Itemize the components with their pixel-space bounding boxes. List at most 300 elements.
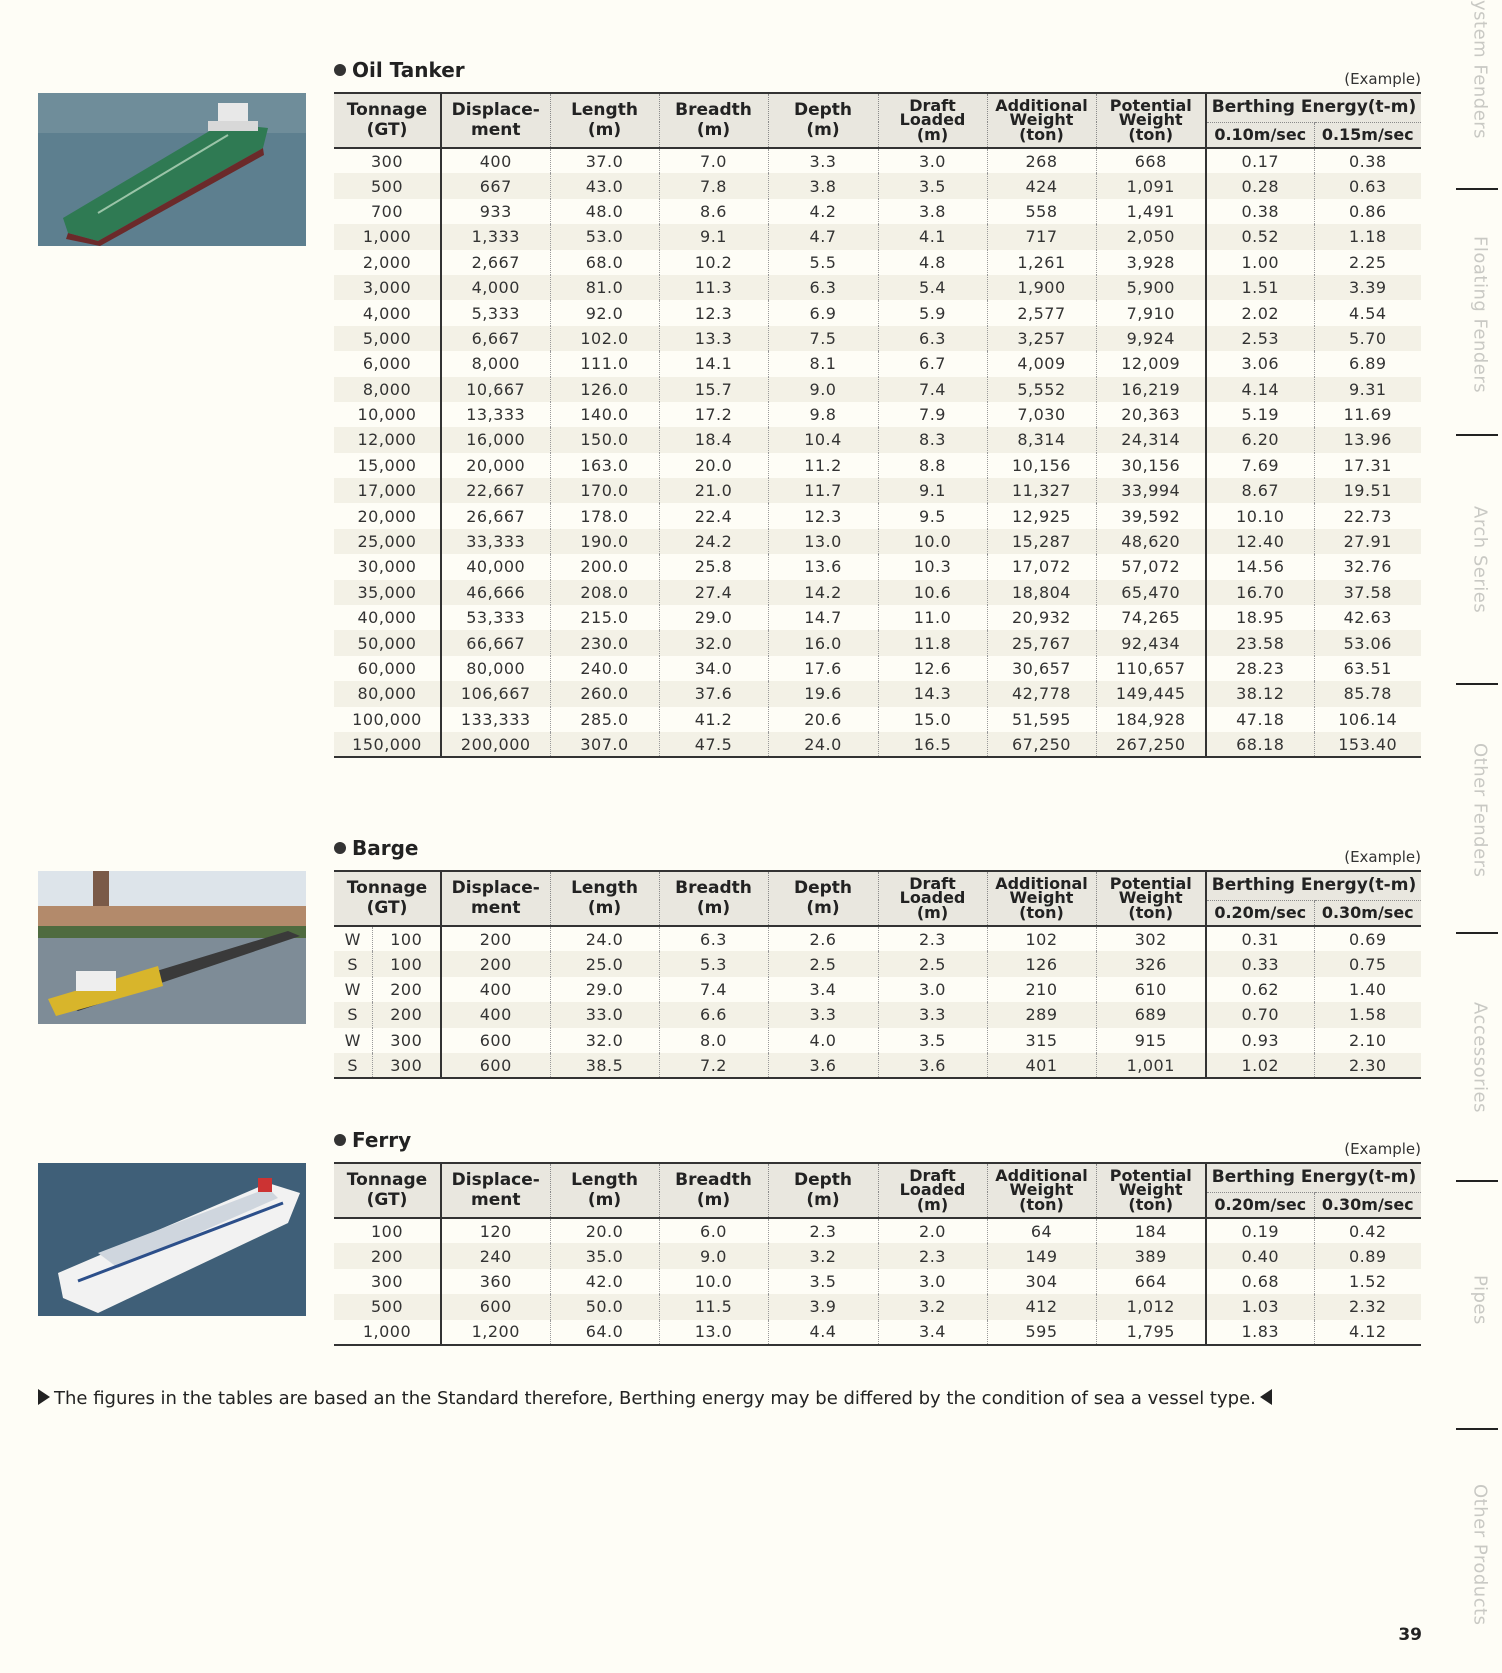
table-cell: 3.3	[768, 1002, 878, 1027]
table-cell: 3,928	[1096, 250, 1206, 275]
table-cell: 0.38	[1314, 148, 1421, 173]
table-cell: 92,434	[1096, 630, 1206, 655]
table-cell: 42.63	[1314, 605, 1421, 630]
table-cell: 1,091	[1096, 173, 1206, 198]
table-cell: 1,000	[334, 1320, 441, 1345]
table-cell: 17.31	[1314, 453, 1421, 478]
table-cell: 1.58	[1314, 1002, 1421, 1027]
col-potential-weight: Potential Weight (ton)	[1096, 871, 1206, 926]
section-title: Ferry	[334, 1128, 411, 1152]
table-cell: 100	[370, 1221, 404, 1241]
triangle-left-icon	[1260, 1389, 1272, 1405]
table-cell: 15,287	[987, 529, 1096, 554]
col-breadth: Breadth (m)	[659, 1163, 768, 1218]
table-cell: 500	[334, 1294, 441, 1319]
table-cell: 60,000	[357, 659, 417, 678]
table-cell: 20.0	[550, 1218, 659, 1243]
table-cell: 2.3	[878, 1243, 987, 1268]
table-cell: 57,072	[1096, 554, 1206, 579]
table-cell: 6.20	[1206, 427, 1314, 452]
table-cell: 326	[1096, 951, 1206, 976]
table-row	[334, 427, 1421, 452]
table-cell: 35.0	[550, 1243, 659, 1268]
table-cell: W	[344, 1030, 361, 1050]
table-cell: 3.8	[768, 173, 878, 198]
table-cell: 610	[1096, 977, 1206, 1002]
table-cell: 6,667	[441, 326, 550, 351]
col-draft-loaded: Draft Loaded (m)	[878, 1163, 987, 1218]
table-cell: 4.54	[1314, 300, 1421, 325]
table-cell: 18.4	[659, 427, 768, 452]
table-cell: 302	[1096, 926, 1206, 951]
table-cell: 17,000	[334, 478, 441, 503]
table-cell: 1,001	[1096, 1053, 1206, 1078]
table-cell: 47.18	[1206, 707, 1314, 732]
table-cell: 126	[987, 951, 1096, 976]
table-cell: 7.8	[659, 173, 768, 198]
table-cell: W	[344, 929, 361, 949]
table-cell: 933	[441, 199, 550, 224]
table-cell: 3.5	[878, 1028, 987, 1053]
table-cell: 5,000	[334, 326, 441, 351]
side-divider	[1456, 1180, 1498, 1182]
table-row	[334, 250, 1421, 275]
table-cell: 33,994	[1096, 478, 1206, 503]
table-cell: 1,200	[441, 1320, 550, 1345]
side-tab-system-fenders[interactable]: ystem Fenders	[1469, 0, 1491, 140]
table-cell: 0.40	[1206, 1243, 1314, 1268]
col-additional-weight: Additional Weight (ton)	[987, 1163, 1096, 1218]
table-cell: 46,666	[441, 580, 550, 605]
bullet-icon	[334, 1134, 346, 1146]
table-cell: 0.70	[1206, 1002, 1314, 1027]
table-cell: 200	[372, 1002, 441, 1027]
table-cell: 208.0	[550, 580, 659, 605]
table-cell: 2.25	[1314, 250, 1421, 275]
table-cell: 5.5	[768, 250, 878, 275]
table-cell: 267,250	[1096, 732, 1206, 757]
col-potential-weight: Potential Weight (ton)	[1096, 1163, 1206, 1218]
table-cell: 289	[987, 1002, 1096, 1027]
table-cell: 20.0	[659, 453, 768, 478]
table-cell: 10.10	[1206, 503, 1314, 528]
table-cell: 25.8	[659, 554, 768, 579]
table-cell: 0.62	[1206, 977, 1314, 1002]
table-cell: 0.33	[1206, 951, 1314, 976]
table-cell: 63.51	[1314, 656, 1421, 681]
table-cell: 35,000	[334, 580, 441, 605]
table-cell: 42.0	[550, 1269, 659, 1294]
table-cell: 8,000	[441, 351, 550, 376]
table-cell: 360	[441, 1269, 550, 1294]
table-cell: 17,072	[987, 554, 1096, 579]
table-cell: 149,445	[1096, 681, 1206, 706]
table-cell: 3.3	[878, 1002, 987, 1027]
table-cell: 9,924	[1096, 326, 1206, 351]
table-cell: 3.06	[1206, 351, 1314, 376]
col-draft-loaded: Draft Loaded (m)	[878, 93, 987, 148]
oil-tanker-section	[334, 58, 1421, 808]
table-cell: 2,000	[362, 252, 412, 272]
col-speed-2: 0.30m/sec	[1314, 900, 1421, 926]
table-cell: 10,156	[987, 453, 1096, 478]
table-cell: 140.0	[550, 402, 659, 427]
table-cell: 10,667	[441, 377, 550, 402]
table-row	[334, 1294, 1421, 1319]
table-cell: 6.3	[659, 926, 768, 951]
table-cell: 2.5	[878, 951, 987, 976]
table-row	[334, 275, 1421, 300]
table-cell: 7.69	[1206, 453, 1314, 478]
table-cell: 81.0	[550, 275, 659, 300]
table-cell: 11.8	[878, 630, 987, 655]
table-cell: 412	[987, 1294, 1096, 1319]
table-cell: 149	[987, 1243, 1096, 1268]
table-cell: 1.00	[1206, 250, 1314, 275]
table-cell: 64	[987, 1218, 1096, 1243]
table-cell: 664	[1096, 1269, 1206, 1294]
side-tab-arch-series[interactable]: Arch Series	[1469, 506, 1491, 614]
table-cell: 10.0	[659, 1269, 768, 1294]
table-cell: 25.0	[550, 951, 659, 976]
table-cell: 0.19	[1206, 1218, 1314, 1243]
table-cell: 500	[334, 173, 441, 198]
table-row	[334, 951, 1421, 976]
table-cell: S	[334, 951, 372, 976]
table-cell: 19.6	[768, 681, 878, 706]
table-row	[334, 1002, 1421, 1027]
table-cell: 2.5	[768, 951, 878, 976]
table-cell: 3.9	[768, 1294, 878, 1319]
table-cell: 13,333	[441, 402, 550, 427]
table-cell: 3.4	[768, 977, 878, 1002]
side-tab-other-products[interactable]: Other Products	[1469, 1484, 1491, 1626]
table-cell: 74,265	[1096, 605, 1206, 630]
table-cell: 14.56	[1206, 554, 1314, 579]
table-cell: 0.68	[1206, 1269, 1314, 1294]
table-cell: 18,804	[987, 580, 1096, 605]
table-cell: 85.78	[1314, 681, 1421, 706]
table-cell: 30,000	[357, 557, 417, 577]
table-cell: 400	[441, 1002, 550, 1027]
table-cell: 0.42	[1314, 1218, 1421, 1243]
table-cell: 110,657	[1096, 656, 1206, 681]
table-cell: 3.39	[1314, 275, 1421, 300]
table-cell: 3.8	[878, 199, 987, 224]
table-cell: 200	[441, 951, 550, 976]
table-cell: 304	[987, 1269, 1096, 1294]
table-cell: 20,363	[1096, 402, 1206, 427]
barge-rows	[334, 926, 1421, 1078]
table-cell: 200	[441, 926, 550, 951]
table-cell: S	[334, 1002, 372, 1027]
table-cell: 28.23	[1206, 656, 1314, 681]
table-cell: 163.0	[550, 453, 659, 478]
table-cell: 14.1	[659, 351, 768, 376]
col-potential-weight: Potential Weight (ton)	[1096, 93, 1206, 148]
table-cell: 9.0	[659, 1243, 768, 1268]
table-cell: 7.4	[878, 377, 987, 402]
side-divider	[1456, 434, 1498, 436]
example-label: (Example)	[1344, 848, 1421, 866]
table-cell: 32.76	[1314, 554, 1421, 579]
table-cell: 9.1	[659, 224, 768, 249]
table-cell: 50.0	[550, 1294, 659, 1319]
table-row	[334, 402, 1421, 427]
table-cell: 717	[987, 224, 1096, 249]
table-cell: 8.1	[768, 351, 878, 376]
col-berthing-energy: Berthing Energy(t-m)	[1206, 1163, 1421, 1192]
table-cell: 29.0	[550, 977, 659, 1002]
table-cell: 37.58	[1314, 580, 1421, 605]
table-cell: 0.28	[1206, 173, 1314, 198]
col-displacement: Displace- ment	[441, 871, 550, 926]
table-cell: 64.0	[550, 1320, 659, 1345]
table-cell: 8.6	[659, 199, 768, 224]
table-cell: 20.6	[768, 707, 878, 732]
bullet-icon	[334, 64, 346, 76]
table-cell: 558	[987, 199, 1096, 224]
table-cell: 1,261	[987, 250, 1096, 275]
table-cell: 260.0	[550, 681, 659, 706]
table-cell: 33,333	[441, 529, 550, 554]
table-cell: 389	[1096, 1243, 1206, 1268]
table-cell: 67,250	[987, 732, 1096, 757]
table-row	[334, 503, 1421, 528]
table-cell: 1.40	[1314, 977, 1421, 1002]
table-row	[334, 656, 1421, 681]
table-cell: 210	[987, 977, 1096, 1002]
col-speed-2: 0.30m/sec	[1314, 1192, 1421, 1218]
table-cell: 315	[987, 1028, 1096, 1053]
table-cell: 3.2	[878, 1294, 987, 1319]
table-cell: 7.2	[659, 1053, 768, 1078]
table-cell: 915	[1096, 1028, 1206, 1053]
table-cell: 2.0	[878, 1218, 987, 1243]
table-row	[334, 926, 1421, 951]
table-cell: 1,491	[1096, 199, 1206, 224]
table-cell: 200	[372, 977, 441, 1002]
table-cell: 7.5	[768, 326, 878, 351]
table-cell: 6.9	[768, 300, 878, 325]
col-depth: Depth (m)	[768, 1163, 878, 1218]
col-speed-1: 0.10m/sec	[1206, 122, 1314, 148]
table-cell: 600	[441, 1294, 550, 1319]
ferry-section	[334, 1128, 1421, 1368]
side-divider	[1456, 932, 1498, 934]
table-cell: 2.02	[1206, 300, 1314, 325]
table-cell: 100	[372, 926, 441, 951]
table-cell: 3.5	[878, 173, 987, 198]
table-cell: 2.10	[1314, 1028, 1421, 1053]
table-cell: 668	[1096, 148, 1206, 173]
example-label: (Example)	[1344, 70, 1421, 88]
table-cell: 7,910	[1096, 300, 1206, 325]
table-cell: 400	[441, 977, 550, 1002]
table-cell: 42,778	[987, 681, 1096, 706]
table-cell: 11.0	[878, 605, 987, 630]
table-cell: 68.18	[1206, 732, 1314, 757]
table-row	[334, 1053, 1421, 1078]
table-cell: 16.0	[768, 630, 878, 655]
oil-tanker-photo	[38, 93, 306, 246]
table-cell: 102	[987, 926, 1096, 951]
side-divider	[1456, 683, 1498, 685]
table-cell: 307.0	[550, 732, 659, 757]
table-cell: 3.5	[768, 1269, 878, 1294]
oil-tanker-table	[334, 92, 1421, 758]
col-speed-2: 0.15m/sec	[1314, 122, 1421, 148]
table-row	[334, 1243, 1421, 1268]
table-row	[334, 173, 1421, 198]
table-cell: 50,000	[334, 630, 441, 655]
table-cell: 10.4	[768, 427, 878, 452]
table-cell: 30,657	[987, 656, 1096, 681]
table-cell: 100,000	[352, 709, 422, 729]
table-cell: 8.0	[659, 1028, 768, 1053]
table-cell: 9.0	[768, 377, 878, 402]
side-tab-floating-fenders[interactable]: Floating Fenders	[1469, 236, 1491, 394]
oil-tanker-rows	[334, 148, 1421, 757]
col-additional-weight: Additional Weight (ton)	[987, 871, 1096, 926]
triangle-right-icon	[38, 1389, 50, 1405]
table-cell: 300	[372, 1053, 441, 1078]
table-cell: 32.0	[659, 630, 768, 655]
table-cell: 12,000	[334, 427, 441, 452]
table-row	[334, 326, 1421, 351]
table-cell: 285.0	[550, 707, 659, 732]
table-cell: 5.3	[659, 951, 768, 976]
table-cell: 53.06	[1314, 630, 1421, 655]
table-cell: 268	[987, 148, 1096, 173]
table-cell: 3.3	[768, 148, 878, 173]
col-berthing-energy: Berthing Energy(t-m)	[1206, 871, 1421, 900]
table-cell: 0.75	[1314, 951, 1421, 976]
table-cell: 0.52	[1206, 224, 1314, 249]
col-speed-1: 0.20m/sec	[1206, 1192, 1314, 1218]
section-title: Barge	[334, 836, 418, 860]
table-cell: 200,000	[441, 732, 550, 757]
table-cell: 16,219	[1096, 377, 1206, 402]
col-length: Length (m)	[550, 93, 659, 148]
table-row	[334, 1218, 1421, 1243]
table-cell: 13.0	[659, 1320, 768, 1345]
table-cell: 10.2	[659, 250, 768, 275]
table-cell: 30,156	[1096, 453, 1206, 478]
table-cell: 10,000	[357, 405, 417, 425]
table-cell: 11.69	[1314, 402, 1421, 427]
col-displacement: Displace- ment	[441, 93, 550, 148]
side-tab-other-fenders[interactable]: Other Fenders	[1469, 742, 1491, 878]
table-cell: 11,327	[987, 478, 1096, 503]
table-cell: 106.14	[1314, 707, 1421, 732]
table-cell: 4.4	[768, 1320, 878, 1345]
table-row	[334, 580, 1421, 605]
table-row	[334, 300, 1421, 325]
table-cell: 12.6	[878, 656, 987, 681]
table-cell: 7.0	[659, 148, 768, 173]
col-length: Length (m)	[550, 1163, 659, 1218]
table-cell: 27.91	[1314, 529, 1421, 554]
table-cell: 0.17	[1206, 148, 1314, 173]
table-row	[334, 732, 1421, 757]
table-cell: 22.73	[1314, 503, 1421, 528]
table-cell: 0.38	[1206, 199, 1314, 224]
table-cell: 13.6	[768, 554, 878, 579]
side-tab-accessories[interactable]: Accessories	[1469, 1002, 1491, 1113]
table-cell: 11.2	[768, 453, 878, 478]
footnote: The figures in the tables are based an the Standard therefore, Berthing energy may be differed by the condition of sea a vessel type.	[38, 1388, 1428, 1409]
table-cell: 2.32	[1314, 1294, 1421, 1319]
table-cell: 424	[987, 173, 1096, 198]
table-cell: 5,333	[441, 300, 550, 325]
table-cell: 17.6	[768, 656, 878, 681]
table-cell: 230.0	[550, 630, 659, 655]
table-cell: 22,667	[441, 478, 550, 503]
table-cell: 48,620	[1096, 529, 1206, 554]
table-cell: 48.0	[550, 199, 659, 224]
table-cell: 11.3	[659, 275, 768, 300]
table-row	[334, 681, 1421, 706]
table-cell: 400	[441, 148, 550, 173]
col-depth: Depth (m)	[768, 93, 878, 148]
ferry-rows	[334, 1218, 1421, 1345]
table-cell: 9.8	[768, 402, 878, 427]
table-cell: 15,000	[357, 455, 417, 475]
table-cell: 4,000	[441, 275, 550, 300]
table-cell: 18.95	[1206, 605, 1314, 630]
table-cell: 1.18	[1314, 224, 1421, 249]
table-cell: 3.6	[768, 1053, 878, 1078]
table-cell: 3.0	[878, 977, 987, 1002]
table-cell: 11.7	[768, 478, 878, 503]
table-cell: 150,000	[334, 732, 441, 757]
table-row	[334, 554, 1421, 579]
table-cell: 7.9	[878, 402, 987, 427]
table-cell: 2.3	[768, 1218, 878, 1243]
table-cell: 1,900	[987, 275, 1096, 300]
col-speed-1: 0.20m/sec	[1206, 900, 1314, 926]
table-cell: 5.19	[1206, 402, 1314, 427]
table-cell: 34.0	[659, 656, 768, 681]
table-cell: 6,000	[362, 354, 412, 374]
table-cell: 1.03	[1206, 1294, 1314, 1319]
table-cell: 12.40	[1206, 529, 1314, 554]
col-breadth: Breadth (m)	[659, 93, 768, 148]
table-cell: 5,900	[1096, 275, 1206, 300]
table-cell: 53,333	[441, 605, 550, 630]
col-tonnage: Tonnage (GT)	[334, 871, 441, 926]
table-cell: 66,667	[441, 630, 550, 655]
table-cell: 120	[441, 1218, 550, 1243]
table-cell: 2.53	[1206, 326, 1314, 351]
table-cell: 14.2	[768, 580, 878, 605]
table-row	[334, 478, 1421, 503]
table-row	[334, 377, 1421, 402]
table-cell: 0.93	[1206, 1028, 1314, 1053]
table-cell: 13.0	[768, 529, 878, 554]
table-cell: 184,928	[1096, 707, 1206, 732]
side-tab-pipes[interactable]: Pipes	[1469, 1275, 1491, 1325]
table-cell: 1.02	[1206, 1053, 1314, 1078]
table-cell: 12.3	[768, 503, 878, 528]
table-cell: 16,000	[441, 427, 550, 452]
table-cell: 80,000	[441, 656, 550, 681]
table-cell: 2.30	[1314, 1053, 1421, 1078]
table-cell: 6.0	[659, 1218, 768, 1243]
table-cell: 3.6	[878, 1053, 987, 1078]
table-cell: 10.3	[878, 554, 987, 579]
